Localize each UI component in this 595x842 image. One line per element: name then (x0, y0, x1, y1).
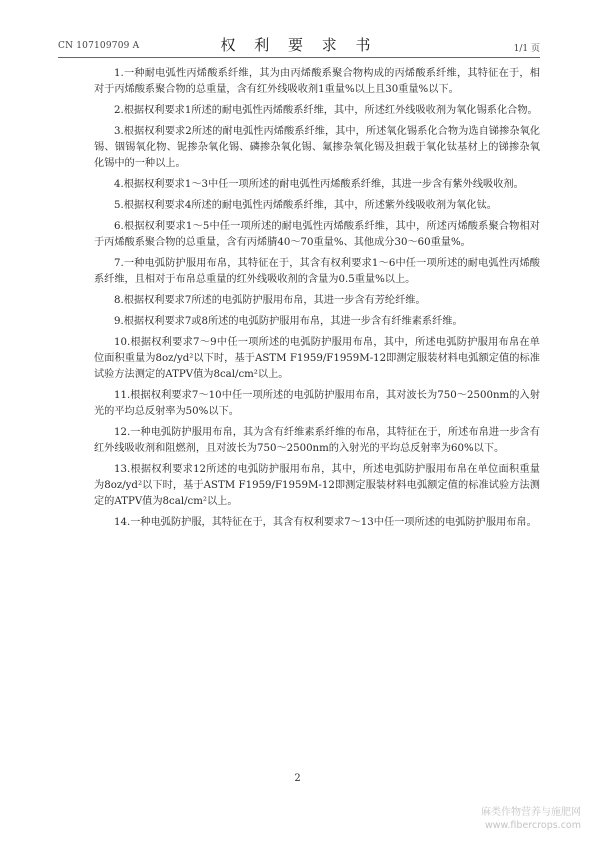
header-divider (58, 57, 540, 58)
watermark-url: www.fibercrops.com (484, 820, 581, 831)
claim-5: 5.根据权利要求4所述的耐电弧性丙烯酸系纤维，其中，所述紫外线吸收剂为氧化钛。 (114, 200, 497, 211)
page-header (58, 34, 540, 54)
claims-list (94, 66, 540, 536)
claim-9: 9.根据权利要求7或8所述的电弧防护服用布帛，其进一步含有纤维素系纤维。 (114, 316, 463, 327)
claim-7: 7.一种电弧防护服用布帛，其特征在于，其含有权利要求1～6中任一项所述的耐电弧性丙烯酸系纤维，且相对于布帛总重量的红外线吸收剂的含量为0.5重量%以上。 (94, 258, 540, 285)
claim-4: 4.根据权利要求1～3中任一项所述的耐电弧性丙烯酸系纤维，其进一步含有紫外线吸收剂。 (114, 179, 524, 190)
page-number: 2 (294, 773, 301, 784)
claim-13: 13.根据权利要求12所述的电弧防护服用布帛，其中，所述电弧防护服用布帛在单位面积重量为8oz/yd²以下时，基于ASTM F1959/F1959M-12即测定服装材料电弧额定值的标准试验方法测定的ATPV值为8cal/cm²以上。 (94, 464, 540, 507)
watermark-text: 麻类作物营养与施肥网 (481, 807, 581, 818)
claim-2: 2.根据权利要求1所述的耐电弧性丙烯酸系纤维，其中，所述红外线吸收剂为氧化锡系化合物。 (114, 105, 538, 116)
page-count: 1/1 页 (513, 44, 540, 54)
claim-3: 3.根据权利要求2所述的耐电弧性丙烯酸系纤维，其中，所述氧化锡系化合物为选自锑掺杂氧化锡、铟锡氧化物、铌掺杂氧化锡、磷掺杂氧化锡、氟掺杂氧化锡及担载于氧化钛基材上的锑掺杂氧化锡中的一种以上。 (94, 126, 540, 169)
claim-14: 14.一种电弧防护服，其特征在于，其含有权利要求7～13中任一项所述的电弧防护服用布帛。 (114, 517, 537, 528)
claim-10: 10.根据权利要求7～9中任一项所述的电弧防护服用布帛，其中，所述电弧防护服用布帛在单位面积重量为8oz/yd²以下时，基于ASTM F1959/F1959M-12即测定服装材料电弧额定值的标准试验方法测定的ATPV值为8cal/cm²以上。 (94, 337, 540, 380)
document-title: 权 利 要 求 书 (220, 36, 378, 54)
claim-6: 6.根据权利要求1～5中任一项所述的耐电弧性丙烯酸系纤维，其中，所述丙烯酸系聚合物相对于丙烯酸系聚合物的总重量，含有丙烯腈40～70重量%、其他成分30～60重量%。 (94, 221, 540, 248)
claim-11: 11.根据权利要求7～10中任一项所述的电弧防护服用布帛，其对波长为750～2500nm的入射光的平均总反射率为50%以下。 (94, 390, 540, 417)
claim-12: 12.一种电弧防护服用布帛，其为含有纤维素系纤维的布帛，其特征在于，所述布帛进一步含有红外线吸收剂和阻燃剂，且对波长为750～2500nm的入射光的平均总反射率为60%以下。 (94, 427, 540, 454)
claim-8: 8.根据权利要求7所述的电弧防护服用布帛，其进一步含有芳纶纤维。 (114, 295, 426, 306)
site-watermark (481, 806, 581, 832)
claim-1: 1.一种耐电弧性丙烯酸系纤维，其为由丙烯酸系聚合物构成的丙烯酸系纤维，其特征在于，相对于丙烯酸系聚合物的总重量，含有红外线吸收剂1重量%以上且30重量%以下。 (94, 68, 540, 95)
publication-number: CN 107109709 A (58, 41, 140, 51)
